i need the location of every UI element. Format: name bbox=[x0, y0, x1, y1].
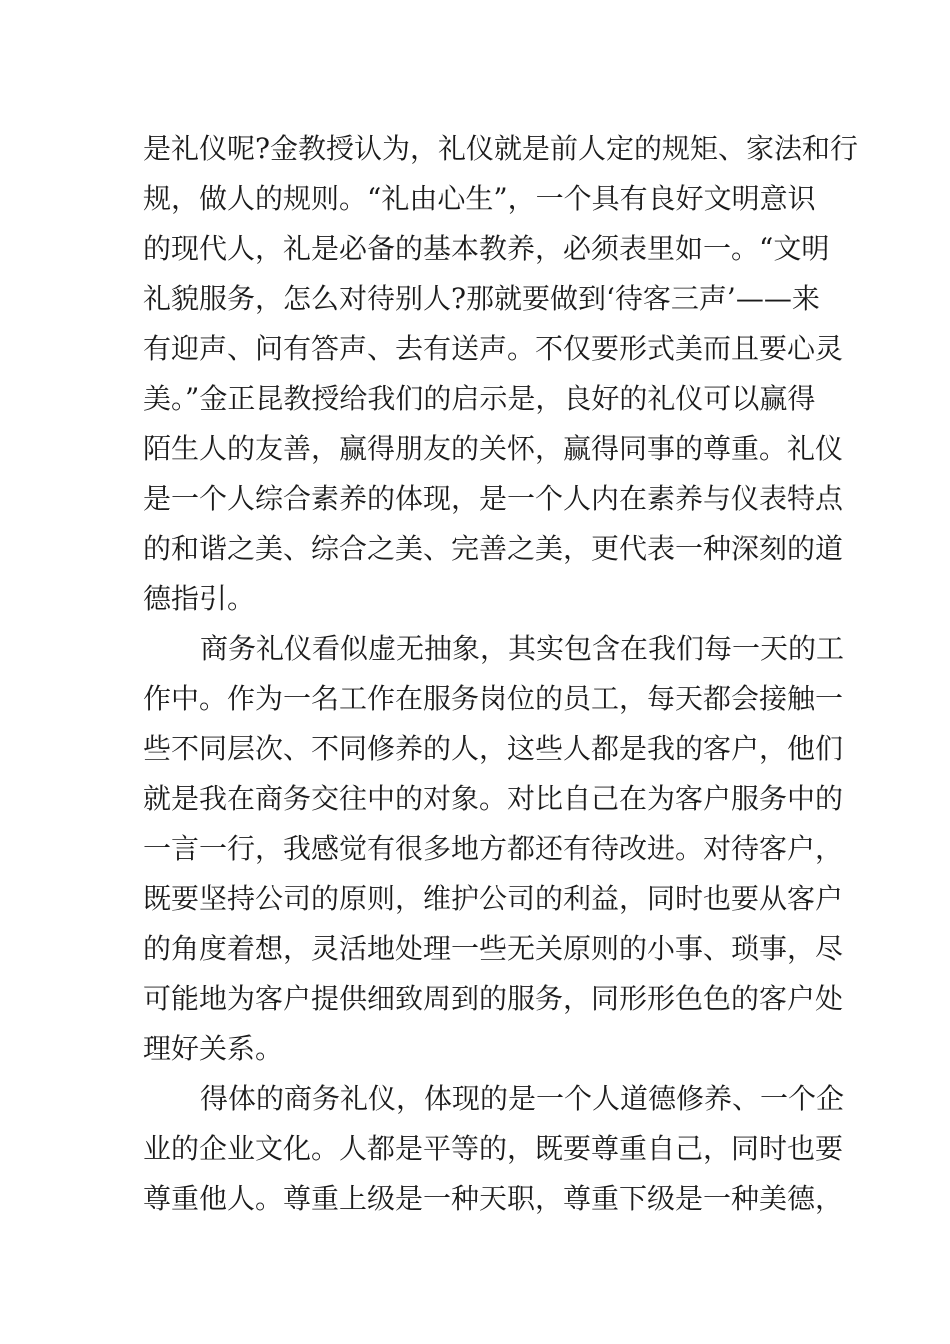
text-line: 是一个人综合素养的体现，是一个人内在素养与仪表特点 bbox=[143, 482, 844, 515]
text-line: 就是我在商务交往中的对象。对比自己在为客户服务中的 bbox=[143, 782, 844, 815]
text-line: 理好关系。 bbox=[143, 1032, 284, 1065]
text-line: 作中。作为一名工作在服务岗位的员工，每天都会接触一 bbox=[143, 682, 844, 715]
text-line: 的角度着想，灵活地处理一些无关原则的小事、琐事，尽 bbox=[143, 932, 844, 965]
text-line: 陌生人的友善，赢得朋友的关怀，赢得同事的尊重。礼仪 bbox=[143, 432, 844, 465]
text-line: 的和谐之美、综合之美、完善之美，更代表一种深刻的道 bbox=[143, 532, 844, 565]
text-line: 礼貌服务，怎么对待别人?那就要做到‘待客三声’——来 bbox=[143, 282, 820, 315]
text-line: 些不同层次、不同修养的人，这些人都是我的客户，他们 bbox=[143, 732, 844, 765]
text-line: 的现代人，礼是必备的基本教养，必须表里如一。“文明 bbox=[143, 232, 830, 265]
text-line: 是礼仪呢?金教授认为，礼仪就是前人定的规矩、家法和行 bbox=[143, 132, 859, 165]
text-line: 一言一行，我感觉有很多地方都还有待改进。对待客户， bbox=[143, 832, 844, 865]
text-line: 规，做人的规则。“礼由心生”，一个具有良好文明意识 bbox=[143, 182, 816, 215]
text-line: 美。”金正昆教授给我们的启示是，良好的礼仪可以赢得 bbox=[143, 382, 816, 415]
text-line: 既要坚持公司的原则，维护公司的利益，同时也要从客户 bbox=[143, 882, 844, 915]
text-line: 业的企业文化。人都是平等的，既要尊重自己，同时也要 bbox=[143, 1132, 844, 1165]
text-line: 德指引。 bbox=[143, 582, 256, 615]
text-line: 得体的商务礼仪，体现的是一个人道德修养、一个企 bbox=[200, 1082, 845, 1115]
text-line: 可能地为客户提供细致周到的服务，同形形色色的客户处 bbox=[143, 982, 844, 1015]
text-line: 有迎声、问有答声、去有送声。不仅要形式美而且要心灵 bbox=[143, 332, 844, 365]
text-line: 商务礼仪看似虚无抽象，其实包含在我们每一天的工 bbox=[200, 632, 845, 665]
text-line: 尊重他人。尊重上级是一种天职，尊重下级是一种美德， bbox=[143, 1182, 844, 1215]
